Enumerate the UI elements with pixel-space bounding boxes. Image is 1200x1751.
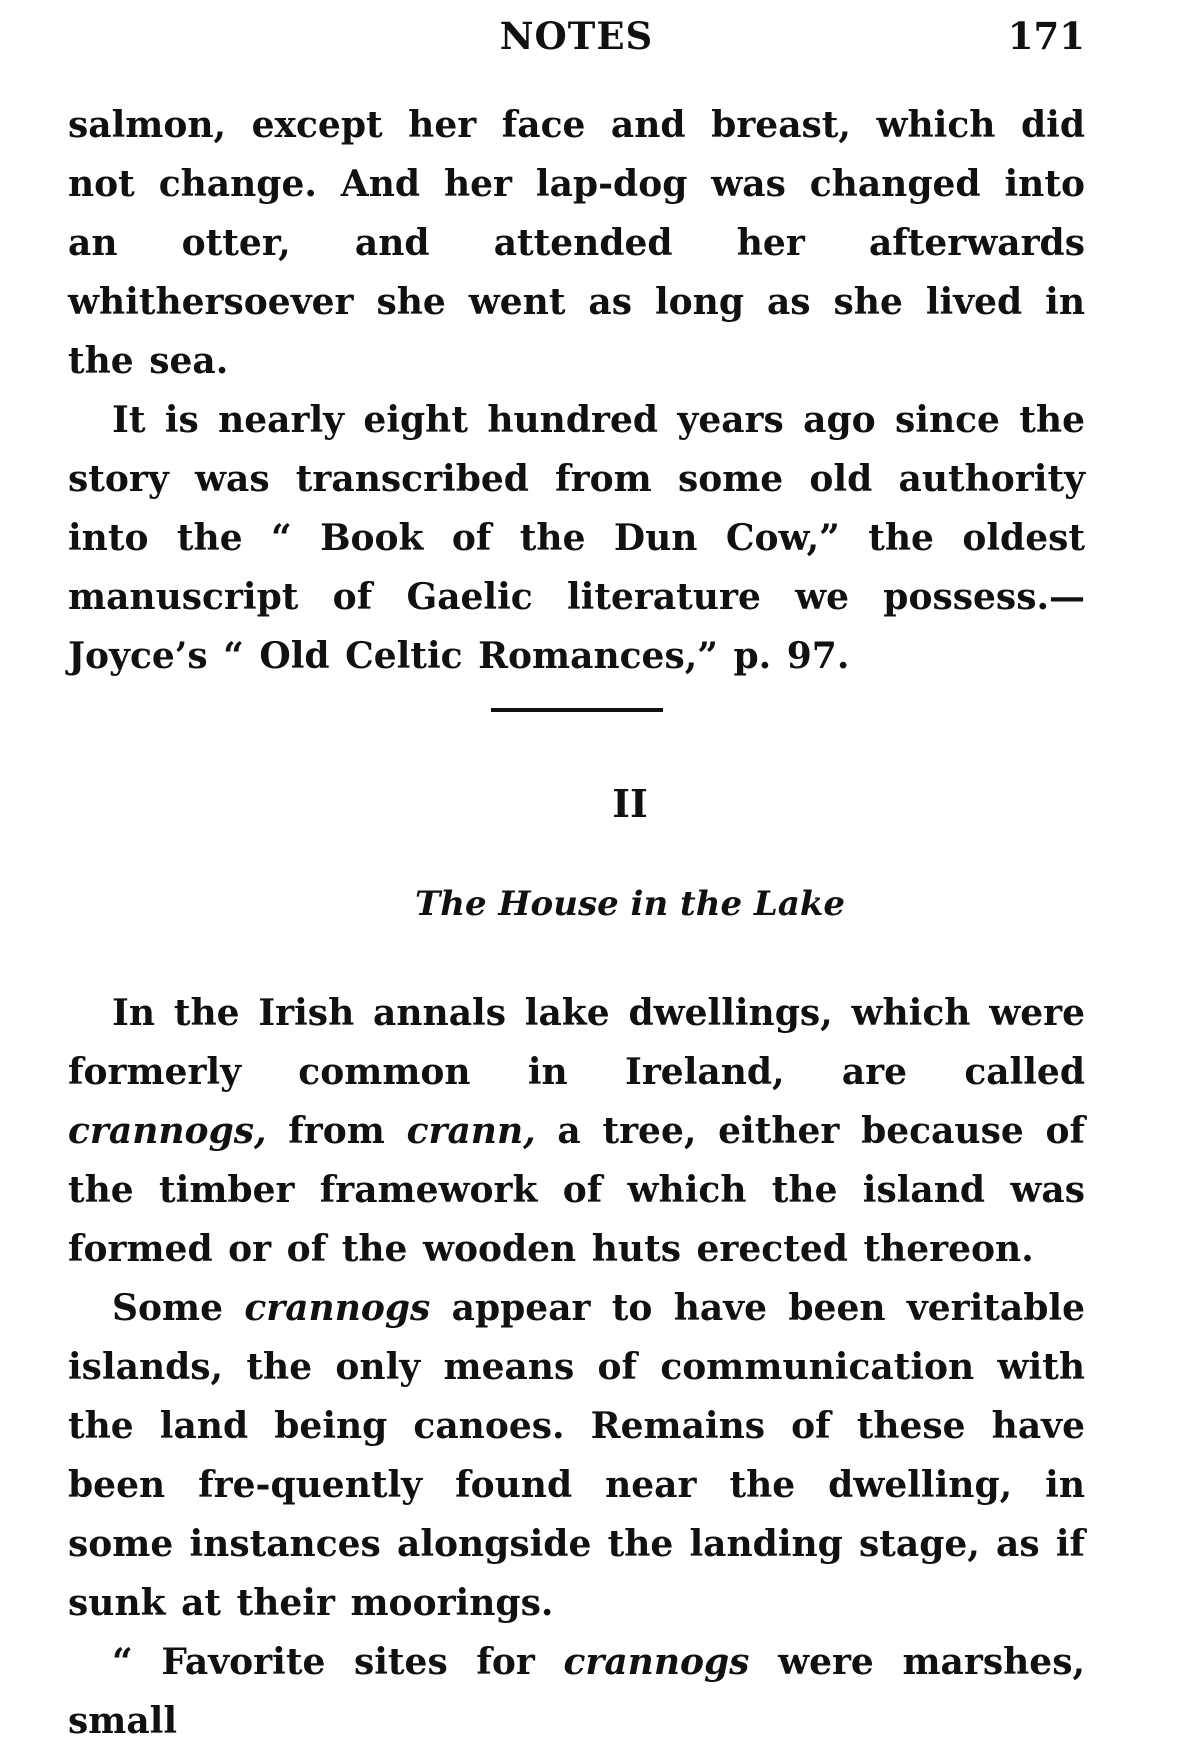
running-title: NOTES [499,14,654,58]
italic-term: crannogs, [68,1110,267,1152]
italic-term: crann, [406,1110,536,1152]
house-in-lake-text [68,984,1085,1751]
notes-continuation [68,96,1085,686]
text-run: were marshes, small [68,1641,1085,1742]
page-number: 171 [1007,14,1085,58]
section-divider [491,708,663,712]
paragraph-dun-cow: It is nearly eight hundred years ago since the story was transcribed from some old authority into the “ Book of the Dun Cow,” the oldest manuscript of Gaelic literature we possess.—Joyce’s “ Old Celtic Romances,” p. 97. [68,399,1085,677]
paragraph-crannogs-definition [68,984,1085,1279]
page-header [68,14,1085,64]
text-run: appear to have been veritable islands, the only means of communication with the land being canoes. Remains of these have been fre-quently found near the dwelling, in some instances alongside the landing stage, as if sunk at their moorings. [68,1287,1085,1624]
section-title: The House in the Lake [414,884,846,924]
paragraph-otter-continuation: salmon, except her face and breast, which did not change. And her lap-dog was changed into an otter, and attended her afterwards whithersoever she went as long as she lived in the sea. [68,104,1085,382]
text-run: In the Irish annals lake dwellings, which were formerly common in Ireland, are called [68,992,1085,1093]
text-run: a tree, either because of the timber framework of which the island was formed or of the wooden huts erected thereon. [68,1110,1086,1270]
section-number: II [612,781,648,826]
text-run: Some [112,1287,245,1329]
text-run: from [266,1110,407,1152]
italic-term: crannogs [244,1287,431,1329]
text-run: “ Favorite sites for [112,1641,564,1683]
italic-term: crannogs [563,1641,750,1683]
paragraph-crannog-islands [68,1279,1085,1633]
paragraph-favorite-sites [68,1633,1085,1751]
